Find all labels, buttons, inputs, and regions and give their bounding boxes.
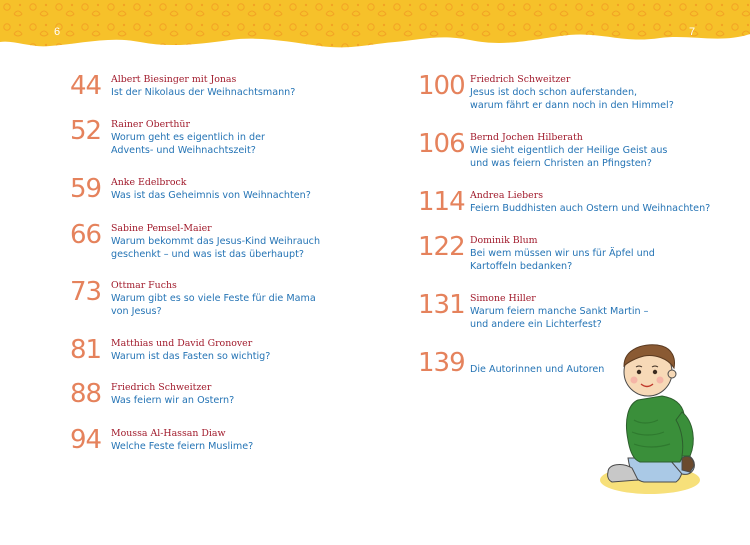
toc-question bbox=[111, 350, 351, 363]
toc-page-number: 66 bbox=[70, 220, 102, 250]
toc-entry[interactable] bbox=[70, 176, 400, 216]
green-sweater-shape bbox=[626, 396, 686, 462]
toc-question-line: Was ist das Geheimnis von Weihnachten? bbox=[111, 190, 311, 201]
toc-question bbox=[111, 86, 351, 99]
toc-question bbox=[470, 86, 710, 112]
toc-question bbox=[470, 305, 710, 331]
kneeling-boy-illustration bbox=[598, 340, 708, 500]
toc-page-number: 52 bbox=[70, 116, 102, 146]
toc-question-line: Advents- und Weihnachtszeit? bbox=[111, 145, 256, 156]
toc-author: Friedrich Schweitzer bbox=[111, 382, 212, 393]
toc-author: Friedrich Schweitzer bbox=[470, 74, 571, 85]
toc-question-line: Die Autorinnen und Autoren bbox=[470, 364, 605, 375]
toc-question-line: Warum ist das Fasten so wichtig? bbox=[111, 351, 271, 362]
toc-question-line: Warum feiern manche Sankt Martin – bbox=[470, 306, 649, 317]
cheek-shape bbox=[657, 377, 664, 384]
page-number-right: 7 bbox=[689, 26, 696, 38]
toc-entry[interactable] bbox=[418, 131, 748, 171]
toc-page-number: 122 bbox=[418, 232, 465, 262]
toc-author: Andrea Liebers bbox=[470, 190, 544, 201]
toc-entry[interactable] bbox=[70, 427, 400, 467]
toc-entry[interactable] bbox=[70, 118, 400, 158]
toc-question-line: Feiern Buddhisten auch Ostern und Weihnachten? bbox=[470, 203, 711, 214]
toc-author: Rainer Oberthür bbox=[111, 119, 190, 130]
toc-author: Moussa Al-Hassan Diaw bbox=[111, 428, 226, 439]
toc-question-line: Kartoffeln bedanken? bbox=[470, 261, 573, 272]
toc-question-line: Jesus ist doch schon auferstanden, bbox=[470, 87, 638, 98]
toc-question-line: Welche Feste feiern Muslime? bbox=[111, 441, 254, 452]
toc-question-line: und andere ein Lichterfest? bbox=[470, 319, 602, 330]
toc-author: Ottmar Fuchs bbox=[111, 280, 177, 291]
toc-question bbox=[111, 235, 351, 261]
toc-question-line: Ist der Nikolaus der Weihnachtsmann? bbox=[111, 87, 296, 98]
toc-question bbox=[470, 247, 710, 273]
toc-page-number: 131 bbox=[418, 290, 465, 320]
toc-question-line: Worum geht es eigentlich in der bbox=[111, 132, 265, 143]
toc-entry[interactable] bbox=[70, 222, 400, 262]
toc-question-line: Warum gibt es so viele Feste für die Mama bbox=[111, 293, 316, 304]
eye-shape bbox=[653, 370, 657, 374]
toc-author: Simone Hiller bbox=[470, 293, 536, 304]
toc-entry[interactable] bbox=[70, 73, 400, 113]
toc-author: Anke Edelbrock bbox=[111, 177, 187, 188]
toc-page-number: 100 bbox=[418, 71, 465, 101]
toc-page-number: 81 bbox=[70, 335, 102, 365]
toc-question bbox=[111, 131, 351, 157]
toc-question bbox=[111, 292, 351, 318]
toc-question-line: Bei wem müssen wir uns für Äpfel und bbox=[470, 248, 655, 259]
toc-author: Sabine Pemsel-Maier bbox=[111, 223, 212, 234]
ear-shape bbox=[668, 370, 676, 378]
toc-question-line: Warum bekommt das Jesus-Kind Weihrauch bbox=[111, 236, 321, 247]
toc-entry[interactable] bbox=[418, 189, 748, 229]
toc-page-number: 106 bbox=[418, 129, 465, 159]
toc-page-number: 59 bbox=[70, 174, 102, 204]
eye-shape bbox=[637, 370, 641, 374]
toc-author: Albert Biesinger mit Jonas bbox=[111, 74, 237, 85]
toc-author: Bernd Jochen Hilberath bbox=[470, 132, 583, 143]
toc-entry[interactable] bbox=[418, 292, 748, 332]
toc-entry[interactable] bbox=[418, 234, 748, 274]
toc-page-number: 114 bbox=[418, 187, 465, 217]
top-banner bbox=[0, 0, 750, 60]
toc-page-number: 139 bbox=[418, 348, 465, 378]
toc-author: Matthias und David Gronover bbox=[111, 338, 253, 349]
toc-entry[interactable] bbox=[70, 381, 400, 421]
page-number-left: 6 bbox=[54, 26, 61, 38]
toc-question-line: warum fährt er dann noch in den Himmel? bbox=[470, 100, 674, 111]
toc-question-line: und was feiern Christen an Pfingsten? bbox=[470, 158, 652, 169]
cheek-shape bbox=[631, 377, 638, 384]
toc-question bbox=[111, 440, 351, 453]
toc-page-number: 88 bbox=[70, 379, 102, 409]
toc-question bbox=[111, 394, 351, 407]
toc-entry[interactable] bbox=[70, 279, 400, 319]
toc-question bbox=[470, 202, 710, 215]
toc-entry[interactable] bbox=[70, 337, 400, 377]
toc-question-line: Was feiern wir an Ostern? bbox=[111, 395, 235, 406]
toc-page-number: 94 bbox=[70, 425, 102, 455]
toc-page-number: 44 bbox=[70, 71, 102, 101]
toc-entry[interactable] bbox=[418, 73, 748, 113]
toc-question bbox=[111, 189, 351, 202]
toc-author: Dominik Blum bbox=[470, 235, 538, 246]
toc-question-line: geschenkt – und was ist das überhaupt? bbox=[111, 249, 304, 260]
toc-question-line: Wie sieht eigentlich der Heilige Geist aus bbox=[470, 145, 668, 156]
toc-question bbox=[470, 144, 710, 170]
toc-question-line: von Jesus? bbox=[111, 306, 162, 317]
toc-page-number: 73 bbox=[70, 277, 102, 307]
